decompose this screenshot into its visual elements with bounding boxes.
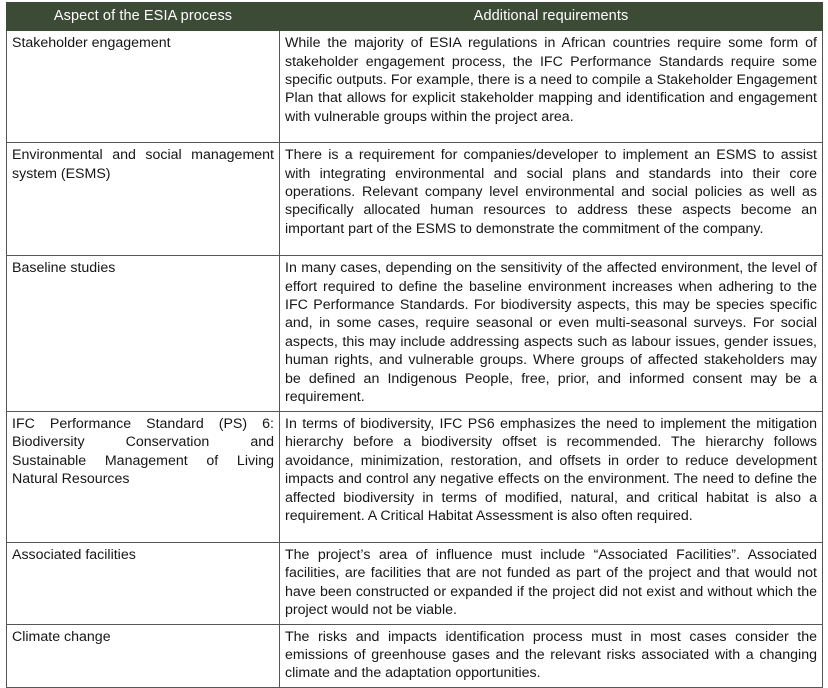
cell-aspect bbox=[7, 256, 280, 412]
cell-requirements bbox=[280, 143, 823, 256]
cell-requirements bbox=[280, 256, 823, 412]
table-row bbox=[7, 143, 823, 256]
requirements-text: The project’s area of influence must include “Associated Facilities”. Associated facilities, are facilities that are not funded as part of the project and that would not have been constructed or expanded if the project did not exist and without which the project would not be viable. bbox=[285, 546, 817, 619]
cell-aspect bbox=[7, 143, 280, 256]
aspect-text: Baseline studies bbox=[12, 260, 116, 277]
table-row bbox=[7, 624, 823, 687]
aspect-text: Associated facilities bbox=[12, 546, 136, 563]
aspect-text: Environmental and social management system (ESMS) bbox=[12, 147, 274, 182]
table-header-row bbox=[7, 3, 823, 31]
table-row bbox=[7, 542, 823, 624]
column-header-aspect: Aspect of the ESIA process bbox=[7, 3, 280, 31]
cell-aspect bbox=[7, 542, 280, 624]
requirements-text: In many cases, depending on the sensitivity of the affected environment, the level of effort required to define the baseline environment increases when adhering to the IFC Performance Standards. For biodiversity aspects, this may be species specific and, in some cases, require seasonal or even multi-seasonal surveys. For social aspects, this may include addressing aspects such as labour issues, gender issues, human rights, and vulnerable groups. Where groups of affected stakeholders may be defined an Indigenous People, free, prior, and informed consent may be a requirement. bbox=[285, 260, 817, 406]
cell-requirements bbox=[280, 542, 823, 624]
table-row bbox=[7, 31, 823, 143]
requirements-text: There is a requirement for companies/developer to implement an ESMS to assist with integrating environmental and social plans and standards into their core operations. Relevant company level environmental and social policies as well as specifically allocated human resources to address these aspects become an important part of the ESMS to demonstrate the commitment of the company. bbox=[285, 147, 817, 237]
aspect-text: IFC Performance Standard (PS) 6: Biodiversity Conservation and Sustainable Management of Living Natural Resources bbox=[12, 415, 274, 488]
cell-aspect bbox=[7, 624, 280, 687]
requirements-text: The risks and impacts identification process must in most cases consider the emissions of greenhouse gases and the relevant risks associated with a changing climate and the adaptation opportunities. bbox=[285, 628, 817, 682]
table-row bbox=[7, 256, 823, 412]
cell-requirements bbox=[280, 624, 823, 687]
cell-aspect bbox=[7, 31, 280, 143]
requirements-text: In terms of biodiversity, IFC PS6 emphasizes the need to implement the mitigation hierarchy before a biodiversity offset is recommended. The hierarchy follows avoidance, minimization, restoration, and offsets in order to reduce development impacts and control any negative effects on the environment. The need to define the affected biodiversity in terms of modified, natural, and critical habitat is also a requirement. A Critical Habitat Assessment is also often required. bbox=[285, 415, 817, 525]
cell-requirements bbox=[280, 411, 823, 542]
aspect-text: Stakeholder engagement bbox=[12, 35, 171, 52]
table-body bbox=[7, 31, 823, 688]
aspect-text: Climate change bbox=[12, 628, 111, 645]
cell-aspect bbox=[7, 411, 280, 542]
table-row bbox=[7, 411, 823, 542]
column-header-requirements: Additional requirements bbox=[280, 3, 823, 31]
requirements-text: While the majority of ESIA regulations in African countries require some form of stakeholder engagement process, the IFC Performance Standards require some specific outputs. For example, there is a need to compile a Stakeholder Engagement Plan that allows for explicit stakeholder mapping and identification and engagement with vulnerable groups within the project area. bbox=[285, 35, 817, 125]
esia-requirements-table bbox=[6, 2, 823, 688]
table-header bbox=[7, 3, 823, 31]
cell-requirements bbox=[280, 31, 823, 143]
